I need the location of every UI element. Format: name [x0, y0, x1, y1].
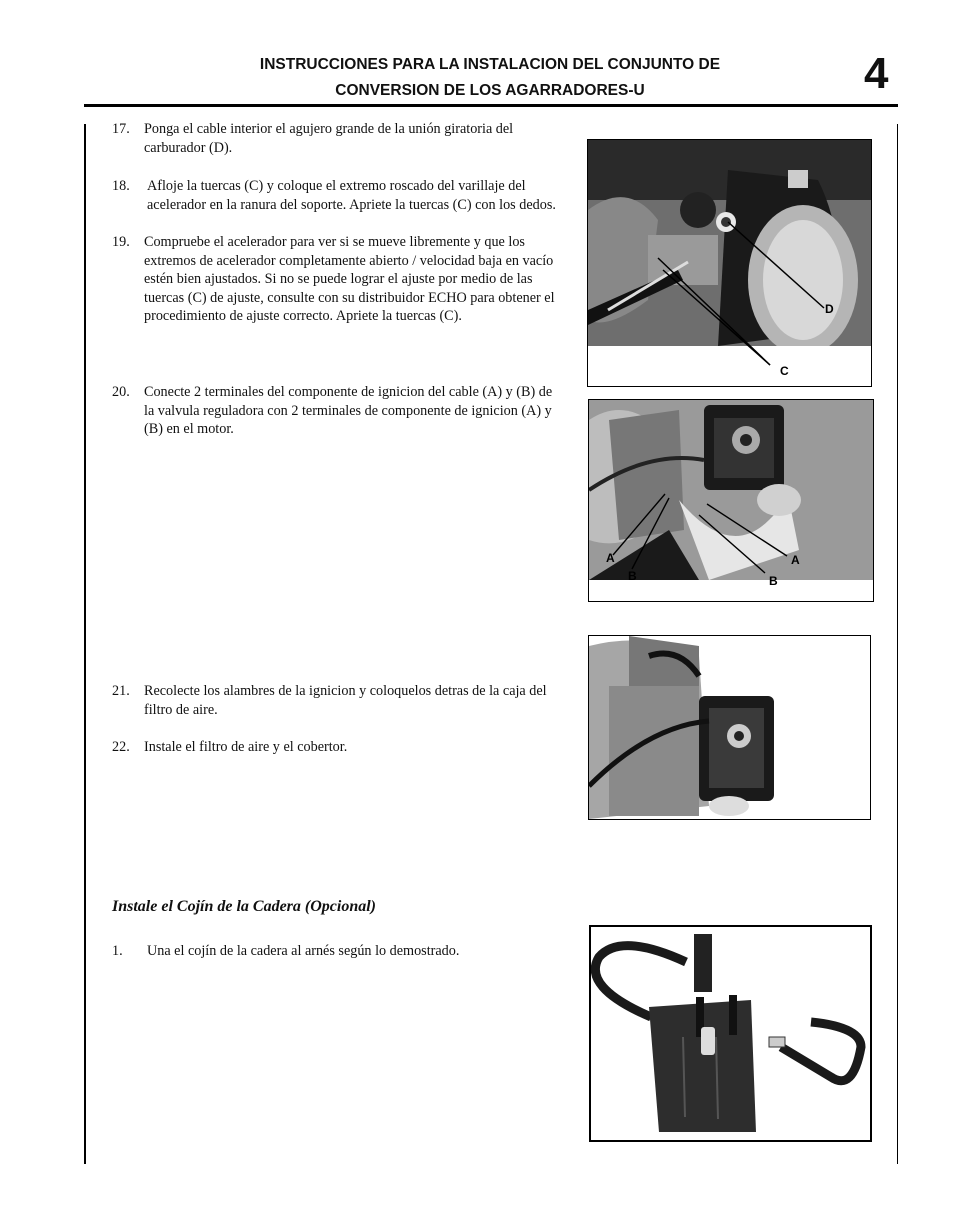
label-b-left: B: [628, 569, 637, 583]
step-20: [112, 383, 562, 439]
label-a-right: A: [791, 553, 800, 567]
right-margin-rule: [897, 124, 898, 1164]
label-c: C: [780, 364, 789, 378]
step-text: Una el cojín de la cadera al arnés según lo demostrado.: [147, 943, 460, 959]
figure-air-filter: [588, 635, 871, 820]
step-text: Compruebe el acelerador para ver si se mueve libremente y que los extremos de acelerador completamente abierto / velocidad baja en vacío estén bien ajustados. Si no se puede lograr el ajuste por medio de las tuercas (C) de ajuste, consulte con su distribuidor ECHO para obtener el procedimiento de ajuste correcto. Apriete la tuercas (C).: [144, 234, 555, 325]
step-number: 17.: [112, 121, 130, 137]
air-filter-illustration: [589, 636, 870, 819]
step-19: [112, 233, 562, 326]
label-b-right: B: [769, 574, 778, 588]
step-number: 18.: [112, 178, 130, 194]
step-21: [112, 682, 562, 719]
section-step-1: [112, 942, 562, 961]
hip-pad-illustration: [591, 927, 870, 1140]
step-number: 1.: [112, 943, 123, 959]
figure-carburetor: [587, 139, 872, 387]
step-text: Recolecte los alambres de la ignicion y coloquelos detras de la caja del filtro de aire.: [144, 683, 547, 718]
step-18: [112, 177, 562, 214]
step-text: Afloje la tuercas (C) y coloque el extremo roscado del varillaje del acelerador en la ranura del soporte. Apriete la tuercas (C) con los dedos.: [147, 178, 556, 213]
step-number: 22.: [112, 739, 130, 755]
header-title-line2: CONVERSION DE LOS AGARRADORES-U: [335, 82, 645, 99]
figure-ignition-terminals: [588, 399, 874, 602]
step-22: [112, 738, 562, 757]
header-rule: [84, 104, 898, 107]
carburetor-illustration: [588, 140, 871, 386]
label-d: D: [825, 302, 834, 316]
left-margin-rule: [84, 124, 86, 1164]
step-number: 20.: [112, 384, 130, 400]
step-number: 19.: [112, 234, 130, 250]
step-text: Conecte 2 terminales del componente de ignicion del cable (A) y (B) de la valvula reguladora con 2 terminales de componente de ignicion (A) y (B) en el motor.: [144, 384, 553, 438]
page-header: [160, 52, 820, 104]
header-title-line1: INSTRUCCIONES PARA LA INSTALACION DEL CONJUNTO DE: [259, 56, 721, 73]
ignition-illustration: [589, 400, 873, 601]
section-title: Instale el Cojín de la Cadera (Opcional): [112, 898, 376, 915]
page-number: 4: [864, 49, 889, 98]
step-17: [112, 120, 562, 157]
step-text: Instale el filtro de aire y el cobertor.: [144, 739, 348, 755]
step-number: 21.: [112, 683, 130, 699]
figure-hip-pad: [589, 925, 872, 1142]
step-text: Ponga el cable interior el agujero grande de la unión giratoria del carburador (D).: [144, 121, 514, 156]
label-a-left: A: [606, 551, 615, 565]
